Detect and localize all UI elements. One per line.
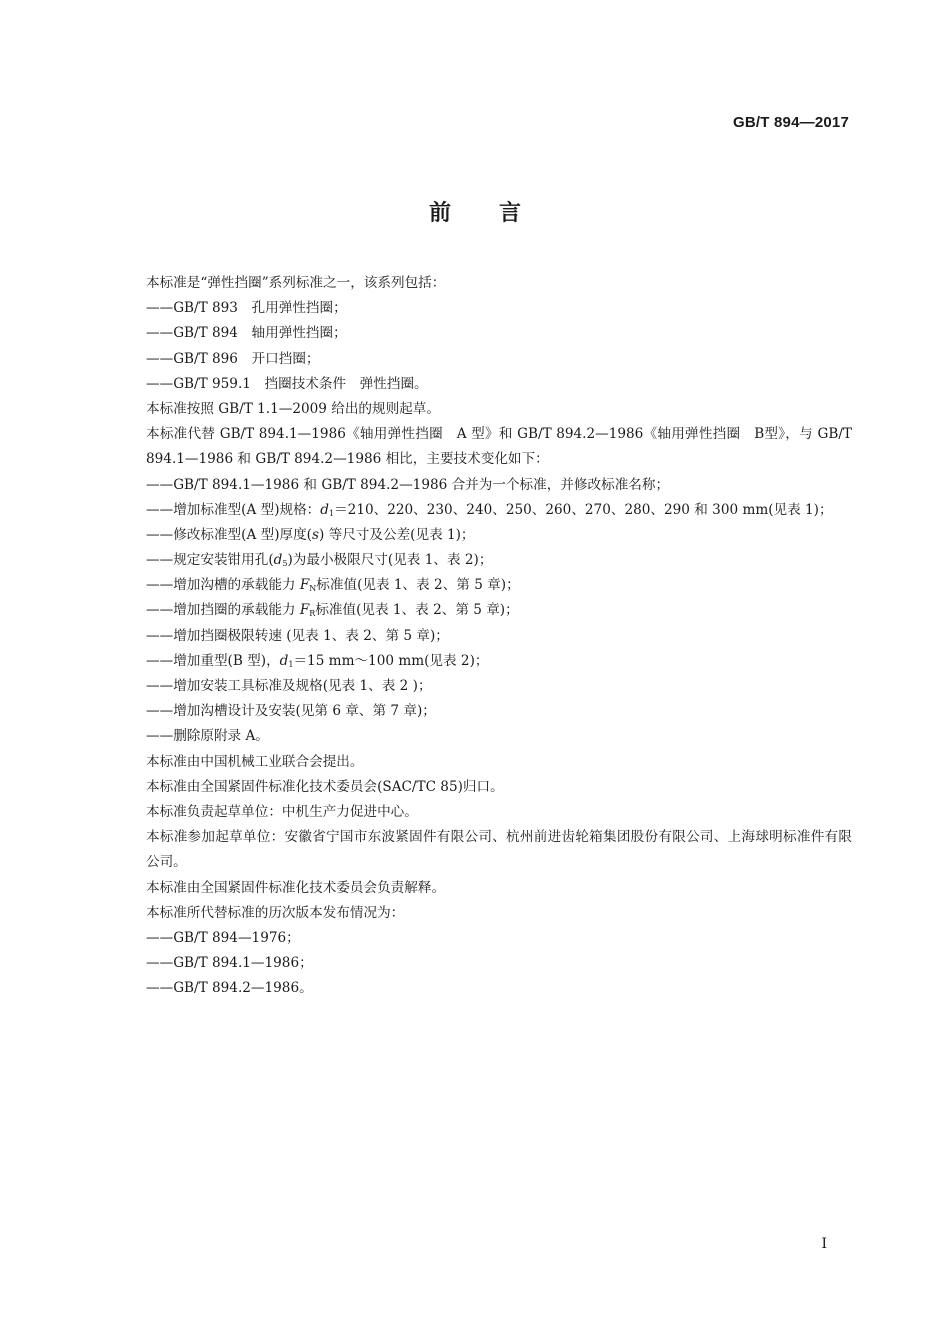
intro-paragraph: 本标准是“弹性挡圈”系列标准之一，该系列包括： [146,275,446,291]
history-intro-paragraph: 本标准所代替标准的历次版本发布情况为： [146,904,405,921]
change-item: —— 增加沟槽设计及安装(见第 6 章、第 7 章)； [114,699,852,724]
change-item: —— 增加挡圈极限转速 (见表 1、表 2、第 5 章)； [114,624,852,649]
change-item: —— 修改标准型(A 型)厚度(s) 等尺寸及公差(见表 1)； [114,523,852,548]
series-item: —— GB/T 896 开口挡圈； [114,347,852,372]
series-item: —— GB/T 894 轴用弹性挡圈； [114,321,852,346]
series-item: —— GB/T 959.1 挡圈技术条件 弹性挡圈。 [114,372,852,397]
drafting-rule-paragraph: 本标准按照 GB/T 1.1—2009 给出的规则起草。 [146,400,440,417]
document-body [114,271,852,1002]
series-item: —— GB/T 893 孔用弹性挡圈； [114,296,852,321]
drafter-paragraph: 本标准负责起草单位：中机生产力促进中心。 [146,803,418,820]
page-title: 前言 [428,201,569,226]
participants-paragraph: 本标准参加起草单位：安徽省宁国市东波紧固件有限公司、杭州前进齿轮箱集团股份有限公司、上海球明标准件有限公司。 [146,829,852,871]
history-item: —— GB/T 894—1976； [114,926,852,951]
change-item: —— 增加标准型(A 型)规格：$d_1=210$、220、230、240、250、260、270、280、290 和 300 mm(见表 1)； [114,498,852,523]
change-item: —— 规定安装钳用孔$(d_5)$为最小极限尺寸(见表 1、表 2)； [114,548,852,573]
proposer-paragraph: 本标准由中国机械工业联合会提出。 [146,753,364,770]
interpreter-paragraph: 本标准由全国紧固件标准化技术委员会负责解释。 [146,879,446,896]
page-number: I [821,1236,827,1252]
centralized-paragraph: 本标准由全国紧固件标准化技术委员会(SAC/TC 85)归口。 [146,778,504,795]
history-item: —— GB/T 894.1—1986； [114,951,852,976]
standard-number: GB/T 894—2017 [733,114,849,131]
history-item: —— GB/T 894.2—1986。 [114,976,852,1001]
change-item: —— GB/T 894.1—1986 和 GB/T 894.2—1986 合并为一个标准，并修改标准名称； [114,473,852,498]
change-item: —— 删除原附录 A。 [114,724,852,749]
change-item: —— 增加安装工具标准及规格(见表 1、表 2 )； [114,674,852,699]
change-item: —— 增加沟槽的承载能力 $F_N$标准值(见表 1、表 2、第 5 章)； [114,573,852,598]
change-item: —— 增加重型(B 型)，$d_1=15$ mm～100 mm(见表 2)； [114,649,852,674]
change-item: —— 增加挡圈的承载能力 $F_R$标准值(见表 1、表 2、第 5 章)； [114,598,852,623]
replace-paragraph: 本标准代替 GB/T 894.1—1986《轴用弹性挡圈 A 型》和 GB/T 894.2—1986《轴用弹性挡圈 B型》，与 GB/T 894.1—1986 和 GB/T 894.2—1986 相比，主要技术变化如下： [146,426,852,468]
